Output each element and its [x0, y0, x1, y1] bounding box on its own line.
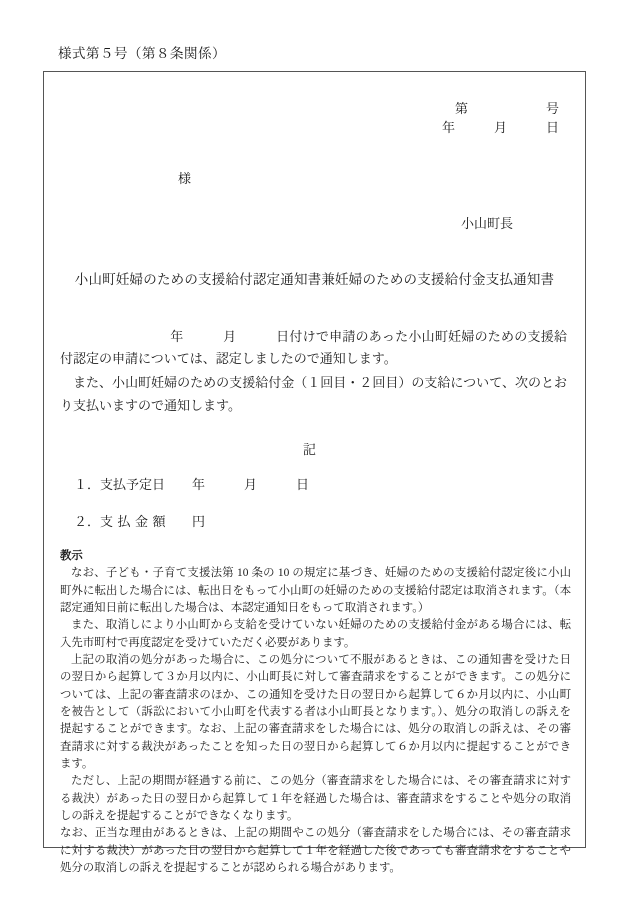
item-number: １．: [74, 477, 101, 493]
payment-items-list: [58, 474, 571, 530]
notice-final-paragraph: なお、正当な理由があるときは、上記の期間やこの処分（審査請求をした場合には、その審査請求に対する裁決）があった日の翌日から起算して１年を経過した後であっても審査請求をすることや処分の取消しの訴えを提起することが認められる場合があります。: [60, 827, 571, 875]
application-date-blank: 年 月 日: [170, 328, 290, 344]
item-label-payment-date: 支払予定日: [100, 477, 166, 493]
body-paragraphs: [58, 326, 571, 417]
body-paragraph-2: [60, 372, 567, 417]
document-meta-block: [58, 100, 571, 138]
notice-heading: 教示: [60, 550, 83, 563]
document-date-line: 年 月 日: [441, 119, 559, 135]
payment-item-row: [74, 511, 571, 530]
notice-paragraph: ただし、上記の期間が経過する前に、この処分（審査請求をした場合には、その審査請求に対する裁決）があった日の翌日から起算して１年を経過した場合は、審査請求をすることや処分の取消しの訴えを提起することができなくなります。: [60, 775, 571, 823]
document-number-line: 第 号: [454, 101, 559, 116]
body-paragraph-1-text: 付けで申請のあった小山町妊婦のための支援給付認定の申請については、認定しましたので通知します。: [60, 328, 567, 367]
ki-marker: 記: [302, 442, 316, 458]
document-title: 小山町妊婦のための支援給付認定通知書兼妊婦のための支援給付金支払通知書: [74, 271, 555, 287]
document-frame: [43, 71, 586, 875]
item-value-payment-amount: 円: [192, 514, 206, 530]
notice-paragraph: 上記の取消の処分があった場合に、この処分について不服があるときは、この通知書を受けた日の翌日から起算して３か月以内に、小山町長に対して審査請求をすることができます。この処分については、上記の審査請求のほか、この通知を受けた日の翌日から起算して６か月以内に、小山町を被告として（訴訟において小山町を代表する者は小山町長となります。）、処分の取消しの訴えを提起することができます。なお、上記の審査請求をした場合には、処分の取消しの訴えは、その審査請求に対する裁決があったことを知った日の翌日から起算して６か月以内に提起することができます。: [60, 654, 571, 771]
notice-paragraph: また、取消しにより小山町から支給を受けていない妊婦のための支援給付金がある場合には、転入先市町村で再度認定を受けていただく必要があります。: [60, 619, 571, 649]
body-paragraph-1: [60, 326, 567, 371]
item-value-payment-date: 年 月 日: [192, 477, 310, 493]
issuer-name: 小山町長: [460, 215, 513, 231]
payment-item-row: [74, 474, 571, 493]
form-number: 様式第５号（第８条関係）: [58, 46, 226, 61]
document-content: [44, 72, 585, 875]
body-paragraph-2-text: また、小山町妊婦のための支援給付金（１回目・２回目）の支給について、次のとおり支払いますので通知します。: [60, 375, 567, 413]
item-label-payment-amount: 支払金額: [100, 514, 171, 530]
notice-paragraph: なお、子ども・子育て支援法第 10 条の 10 の規定に基づき、妊婦のための支援給付認定後に小山町外に転出した場合には、転出日をもって小山町の妊婦のための支援給付認定は取消されます。（本認定通知日前に転出した場合は、本認定通知日をもって取消されます。）: [60, 567, 571, 615]
notice-section: [58, 548, 571, 877]
item-number: ２．: [74, 514, 101, 530]
addressee-line: 様: [178, 170, 192, 186]
